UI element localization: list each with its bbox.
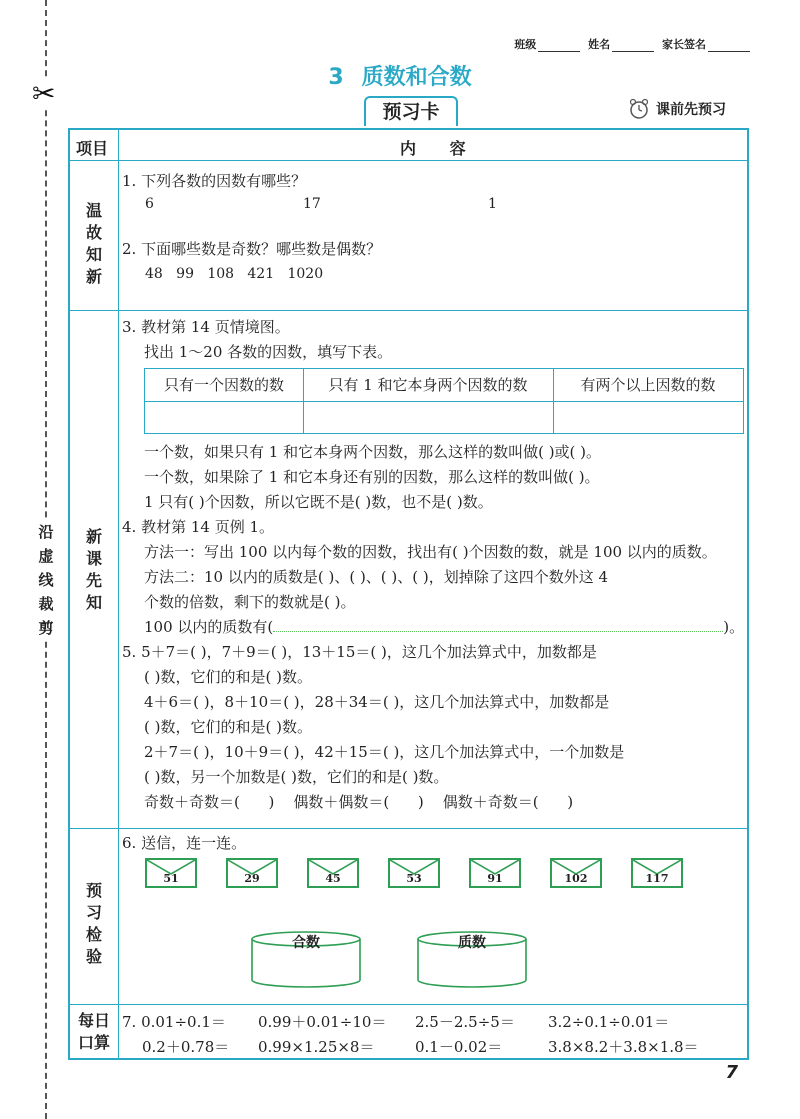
row-divider — [70, 1004, 747, 1005]
envelope-number: 45 — [325, 872, 341, 885]
label-char: 新 — [85, 527, 102, 546]
envelope[interactable] — [145, 858, 197, 888]
q1-num: 17 — [303, 196, 321, 212]
q4-line4: 个数的倍数，剩下的数就是( )。 — [144, 593, 356, 611]
parent-signature-field[interactable] — [708, 41, 750, 52]
q4-line5 — [144, 616, 744, 638]
envelope[interactable] — [469, 858, 521, 888]
label-char: 习 — [85, 903, 102, 922]
student-info — [514, 36, 754, 52]
section-review-label — [70, 200, 118, 288]
q6-text: 6. 送信，连一连。 — [122, 834, 247, 852]
scissors-icon: ✂ — [32, 77, 56, 110]
factor-table-header: 有两个以上因数的数 — [580, 376, 716, 394]
label-char: 口算 — [77, 1033, 110, 1052]
label-char: 新 — [85, 267, 102, 286]
q4-line5-start: 100 以内的质数有( — [144, 618, 274, 636]
envelope-number: 102 — [564, 872, 588, 885]
label-char: 每日 — [77, 1011, 110, 1030]
q5-line4: ( )数，它们的和是( )数。 — [144, 718, 312, 736]
q3-line1: 3. 教材第 14 页情境图。 — [122, 318, 290, 336]
cut-char: 线 — [38, 571, 54, 589]
row-divider — [70, 310, 747, 311]
q1-text: 1. 下列各数的因数有哪些？ — [122, 172, 307, 190]
q7-item: 0.99＋0.01÷10＝ — [258, 1013, 387, 1031]
q3-line4: 一个数，如果除了 1 和它本身还有别的因数，那么这样的数叫做( )。 — [144, 468, 600, 486]
envelope-number: 117 — [645, 872, 669, 885]
q5-line7: 奇数＋奇数＝( ) 偶数＋偶数＝( ) 偶数＋奇数＝( ) — [144, 793, 574, 811]
envelope-number: 53 — [406, 872, 422, 885]
q4-line1: 4. 教材第 14 页例 1。 — [122, 518, 275, 536]
section-learn-label — [70, 526, 118, 614]
name-field[interactable] — [612, 41, 654, 52]
column-divider — [118, 130, 119, 1058]
q5-line2: ( )数，它们的和是( )数。 — [144, 668, 312, 686]
preview-table — [68, 128, 749, 1060]
q1-num: 6 — [145, 196, 154, 212]
factor-table-header: 只有一个因数的数 — [163, 376, 284, 394]
header-item: 项目 — [76, 139, 109, 158]
row-divider — [70, 160, 747, 161]
header-content: 内 容 — [400, 139, 480, 158]
envelope-number: 29 — [244, 872, 260, 885]
q2-numbers: 48 99 108 421 1020 — [145, 266, 324, 282]
q5-line5: 2＋7＝( )，10＋9＝( )，42＋15＝( )，这几个加法算式中，一个加数是 — [144, 743, 625, 761]
composite-box[interactable] — [250, 930, 362, 988]
prime-box[interactable] — [416, 930, 528, 988]
class-label: 班级 — [514, 38, 537, 51]
label-char: 预 — [85, 881, 102, 900]
factor-table — [144, 368, 744, 434]
section-daily-label — [70, 1010, 118, 1054]
label-char: 检 — [85, 925, 102, 944]
q3-line2: 找出 1～20 各数的因数，填写下表。 — [144, 343, 393, 361]
factor-table-header: 只有 1 和它本身两个因数的数 — [328, 376, 528, 394]
label-char: 课 — [85, 549, 102, 568]
label-char: 知 — [85, 245, 102, 264]
label-char: 故 — [85, 223, 102, 242]
inner-row-divider — [145, 401, 743, 402]
cut-guide-text — [36, 520, 56, 640]
envelope[interactable] — [388, 858, 440, 888]
q5-line6: ( )数，另一个加数是( )数，它们的和是( )数。 — [144, 768, 449, 786]
q7-item: 3.8×8.2＋3.8×1.8＝ — [548, 1038, 699, 1056]
envelope[interactable] — [307, 858, 359, 888]
q7-item: 2.5－2.5÷5＝ — [415, 1013, 515, 1031]
name-label: 姓名 — [588, 38, 611, 51]
q7-item: 7. 0.01÷0.1＝ — [122, 1013, 226, 1031]
page-number: 7 — [725, 1062, 738, 1083]
envelope[interactable] — [226, 858, 278, 888]
chapter-title: 质数和合数 — [361, 65, 472, 90]
label-char: 知 — [85, 593, 102, 612]
q5-line3: 4＋6＝( )，8＋10＝( )，28＋34＝( )，这几个加法算式中，加数都是 — [144, 693, 610, 711]
parent-signature-label: 家长签名 — [662, 38, 706, 51]
q7-item: 3.2÷0.1÷0.01＝ — [548, 1013, 670, 1031]
label-char: 温 — [85, 201, 102, 220]
envelope[interactable] — [631, 858, 683, 888]
section-check-label — [70, 880, 118, 968]
cut-char: 虚 — [38, 547, 54, 565]
preview-tag — [628, 98, 726, 120]
q7-item: 0.1－0.02＝ — [415, 1038, 503, 1056]
label-char: 验 — [85, 947, 102, 966]
preview-label: 课前先预习 — [656, 102, 726, 118]
q4-line2: 方法一：写出 100 以内每个数的因数，找出有( )个因数的数，就是 100 以内的质数。 — [144, 543, 717, 561]
row-divider — [70, 828, 747, 829]
label-char: 先 — [85, 571, 102, 590]
envelope-number: 51 — [163, 872, 179, 885]
cut-char: 沿 — [38, 523, 54, 541]
box-label: 质数 — [458, 935, 486, 951]
q5-line1: 5. 5＋7＝( )，7＋9＝( )，13＋15＝( )，这几个加法算式中，加数都是 — [122, 643, 597, 661]
envelope[interactable] — [550, 858, 602, 888]
alarm-clock-icon — [628, 98, 650, 120]
box-label: 合数 — [292, 935, 320, 951]
answer-blank[interactable] — [273, 631, 723, 632]
cut-char: 剪 — [38, 619, 54, 637]
chapter-number: 3 — [328, 65, 344, 90]
envelope-number: 91 — [487, 872, 503, 885]
q2-text: 2. 下面哪些数是奇数？哪些数是偶数？ — [122, 240, 382, 258]
q3-line3: 一个数，如果只有 1 和它本身两个因数，那么这样的数叫做( )或( )。 — [144, 443, 602, 461]
q4-line5-end: )。 — [723, 618, 745, 636]
q7-item: 0.2＋0.78＝ — [142, 1038, 230, 1056]
q3-line5: 1 只有( )个因数，所以它既不是( )数，也不是( )数。 — [144, 493, 493, 511]
q7-item: 0.99×1.25×8＝ — [258, 1038, 375, 1056]
class-field[interactable] — [538, 41, 580, 52]
q1-num: 1 — [488, 196, 497, 212]
cut-char: 裁 — [38, 595, 54, 613]
card-tab: 预习卡 — [364, 96, 458, 126]
q4-line3: 方法二：10 以内的质数是( )、( )、( )、( )，划掉除了这四个数外这 4 — [144, 568, 609, 586]
page-title — [0, 60, 800, 91]
